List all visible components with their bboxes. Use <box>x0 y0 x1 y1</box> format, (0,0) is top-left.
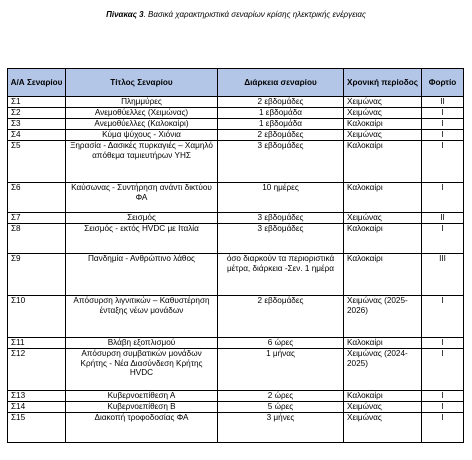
cell-id: Σ12 <box>8 349 66 391</box>
cell-load: II <box>422 97 464 108</box>
cell-period: Καλοκαίρι <box>344 183 422 213</box>
scenarios-table <box>7 68 464 443</box>
cell-load: I <box>422 130 464 141</box>
cell-title: Σεισμός <box>66 213 218 224</box>
cell-load: I <box>422 141 464 183</box>
cell-load: I <box>422 296 464 338</box>
header-duration: Διάρκεια σεναρίου <box>218 69 344 97</box>
header-id: Α/Α Σεναρίου <box>8 69 66 97</box>
cell-load: I <box>422 183 464 213</box>
cell-load: I <box>422 391 464 402</box>
table-row <box>8 224 464 254</box>
table-row <box>8 413 464 443</box>
cell-id: Σ15 <box>8 413 66 443</box>
cell-load: I <box>422 338 464 349</box>
cell-id: Σ5 <box>8 141 66 183</box>
cell-load: I <box>422 349 464 391</box>
cell-title: Πανδημία - Ανθρώπινο λάθος <box>66 254 218 296</box>
cell-id: Σ3 <box>8 119 66 130</box>
table-body <box>8 97 464 443</box>
table-row <box>8 254 464 296</box>
cell-title: Διακοπή τροφοδοσίας ΦΑ <box>66 413 218 443</box>
cell-title: Ανεμοθύελλες (Καλοκαίρι) <box>66 119 218 130</box>
cell-duration: 1 εβδομάδα <box>218 108 344 119</box>
table-row <box>8 97 464 108</box>
cell-duration: όσο διαρκούν τα περιοριστικά μέτρα, διάρκεια -Σεν. 1 ημέρα <box>218 254 344 296</box>
table-row <box>8 130 464 141</box>
cell-period: Καλοκαίρι <box>344 338 422 349</box>
cell-id: Σ7 <box>8 213 66 224</box>
table-row <box>8 108 464 119</box>
cell-duration: 10 ημέρες <box>218 183 344 213</box>
table-caption <box>0 10 472 19</box>
cell-load: I <box>422 119 464 130</box>
cell-id: Σ13 <box>8 391 66 402</box>
cell-duration: 3 εβδομάδες <box>218 213 344 224</box>
cell-id: Σ10 <box>8 296 66 338</box>
cell-title: Σεισμός - εκτός HVDC με Ιταλία <box>66 224 218 254</box>
cell-id: Σ6 <box>8 183 66 213</box>
cell-title: Βλάβη εξοπλισμού <box>66 338 218 349</box>
table-row <box>8 391 464 402</box>
cell-load: I <box>422 224 464 254</box>
cell-title: Κυβερνοεπίθεση Α <box>66 391 218 402</box>
cell-period: Χειμώνας (2025-2026) <box>344 296 422 338</box>
cell-id: Σ2 <box>8 108 66 119</box>
table-row <box>8 213 464 224</box>
cell-period: Καλοκαίρι <box>344 141 422 183</box>
cell-period: Καλοκαίρι <box>344 391 422 402</box>
table-row <box>8 296 464 338</box>
cell-duration: 3 μήνες <box>218 413 344 443</box>
cell-id: Σ14 <box>8 402 66 413</box>
cell-duration: 2 ώρες <box>218 391 344 402</box>
cell-period: Καλοκαίρι <box>344 254 422 296</box>
cell-load: II <box>422 213 464 224</box>
table-header <box>8 69 464 97</box>
cell-duration: 2 εβδομάδες <box>218 130 344 141</box>
cell-title: Απόσυρση λιγνιτικών – Καθυστέρηση ένταξης νέων μονάδων <box>66 296 218 338</box>
cell-period: Χειμώνας <box>344 402 422 413</box>
cell-duration: 1 εβδομάδα <box>218 119 344 130</box>
cell-id: Σ4 <box>8 130 66 141</box>
header-row <box>8 69 464 97</box>
cell-period: Χειμώνας <box>344 97 422 108</box>
cell-title: Ανεμοθύελλες (Χειμώνας) <box>66 108 218 119</box>
cell-period: Καλοκαίρι <box>344 224 422 254</box>
table-row <box>8 183 464 213</box>
cell-period: Χειμώνας <box>344 130 422 141</box>
header-period: Χρονική περίοδος <box>344 69 422 97</box>
cell-id: Σ8 <box>8 224 66 254</box>
cell-period: Χειμώνας <box>344 413 422 443</box>
cell-duration: 3 εβδομάδες <box>218 141 344 183</box>
cell-duration: 5 ώρες <box>218 402 344 413</box>
cell-duration: 1 μήνας <box>218 349 344 391</box>
cell-id: Σ9 <box>8 254 66 296</box>
header-title: Τίτλος Σεναρίου <box>66 69 218 97</box>
cell-title: Κυβερνοεπίθεση Β <box>66 402 218 413</box>
cell-duration: 2 εβδομάδες <box>218 296 344 338</box>
cell-duration: 2 εβδομάδες <box>218 97 344 108</box>
cell-period: Χειμώνας <box>344 108 422 119</box>
cell-title: Απόσυρση συμβατικών μονάδων Κρήτης - Νέα Διασύνδεση Κρήτης HVDC <box>66 349 218 391</box>
cell-title: Πλημμύρες <box>66 97 218 108</box>
table-row <box>8 349 464 391</box>
caption-text: . Βασικά χαρακτηριστικά σεναρίων κρίσης ηλεκτρικής ενέργειας <box>143 10 366 19</box>
cell-duration: 6 ώρες <box>218 338 344 349</box>
cell-title: Ξηρασία - Δασικές πυρκαγιές – Χαμηλό απόθεμα ταμιευτήρων ΥΗΣ <box>66 141 218 183</box>
table-row <box>8 338 464 349</box>
cell-id: Σ11 <box>8 338 66 349</box>
cell-title: Καύσωνας - Συντήρηση ανάντι δικτύου ΦΑ <box>66 183 218 213</box>
table-row <box>8 119 464 130</box>
cell-load: I <box>422 108 464 119</box>
caption-label: Πίνακας 3 <box>106 10 144 19</box>
cell-duration: 3 εβδομάδες <box>218 224 344 254</box>
cell-load: I <box>422 402 464 413</box>
cell-period: Χειμώνας (2024-2025) <box>344 349 422 391</box>
cell-load: III <box>422 254 464 296</box>
cell-load: I <box>422 413 464 443</box>
cell-title: Κύμα ψύχους - Χιόνια <box>66 130 218 141</box>
cell-id: Σ1 <box>8 97 66 108</box>
header-load: Φορτίο <box>422 69 464 97</box>
table-row <box>8 141 464 183</box>
cell-period: Καλοκαίρι <box>344 119 422 130</box>
table-row <box>8 402 464 413</box>
cell-period: Χειμώνας <box>344 213 422 224</box>
